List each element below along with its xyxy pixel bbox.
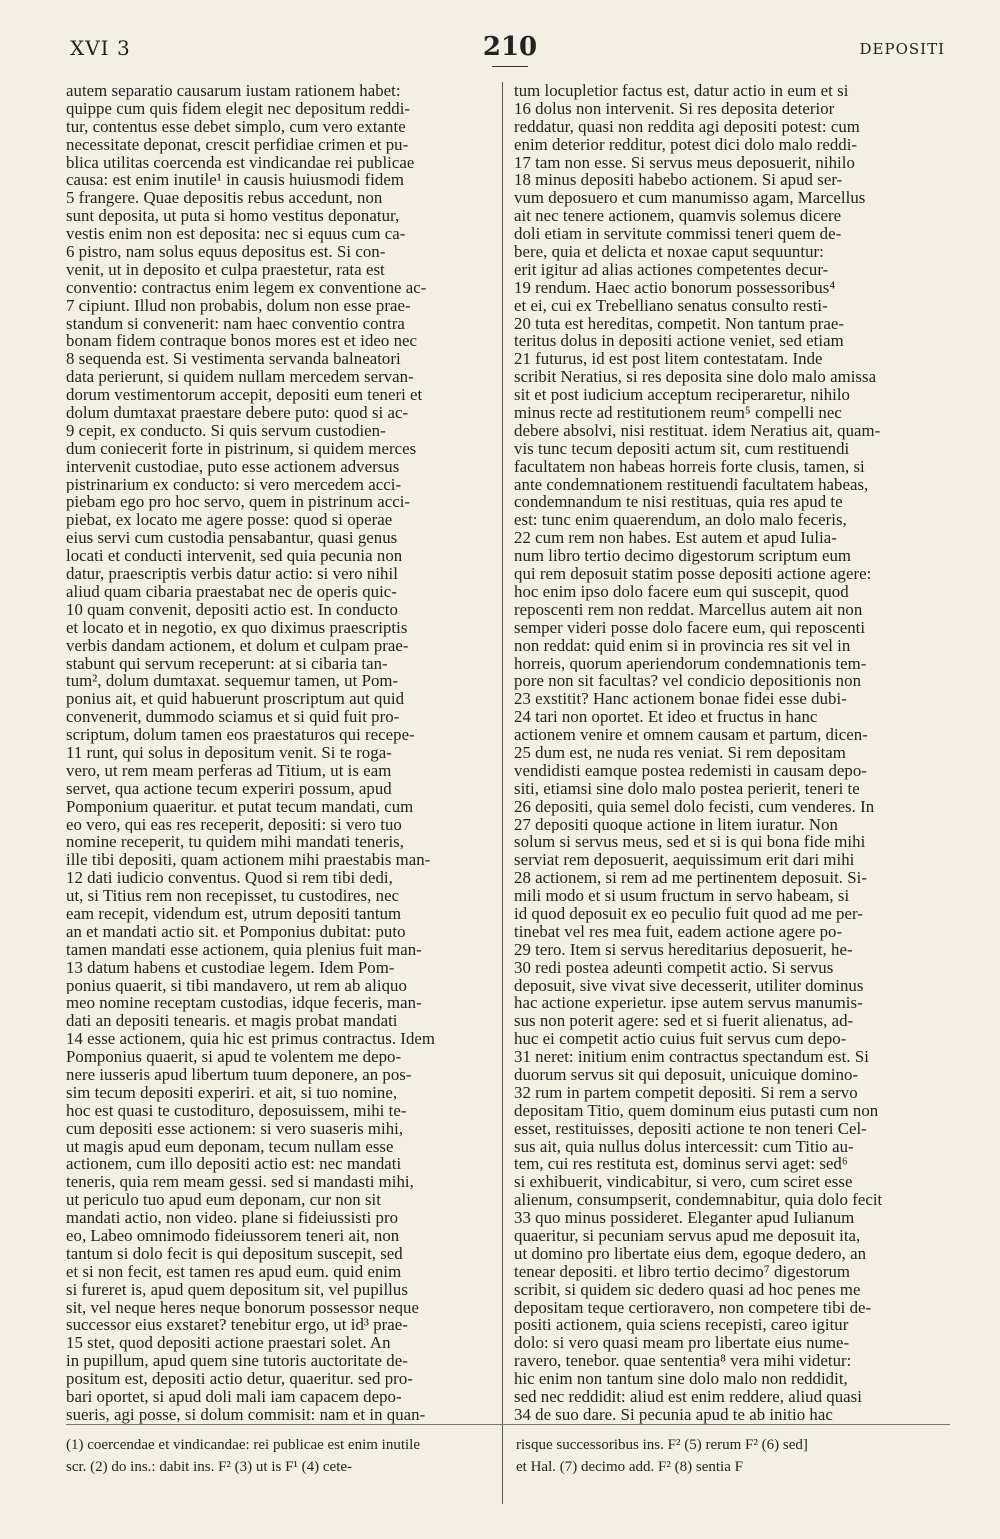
text-line: 9 cepit, ex conducto. Si quis servum custodien- — [66, 421, 386, 440]
text-line: 32 rum in partem competit depositi. Si rem a servo — [514, 1083, 858, 1102]
column-divider — [502, 82, 503, 1472]
text-line: tamen mandati esse actionem, quia plenius fuit man- — [66, 940, 422, 959]
text-line: venit, ut in deposito et culpa praestetur, rata est — [66, 260, 385, 279]
text-line: tum², dolum dumtaxat. sequemur tamen, ut Pom- — [66, 672, 399, 691]
footnote-divider — [502, 1438, 503, 1504]
text-line: ut, si Titius rem non recepisset, tu custodires, nec — [66, 887, 400, 905]
text-line: num libro tertio decimo digestorum scriptum eum — [514, 547, 851, 566]
text-line: cum depositi esse actionem: si vero suaseris mihi, — [66, 1119, 404, 1138]
text-line: ut domino pro libertate eius dem, egoque dedero, an — [514, 1244, 867, 1263]
text-line: 15 stet, quod depositi actione praestari solet. An — [66, 1334, 391, 1353]
text-line: 31 neret: initium enim contractus spectandum est. Si — [514, 1048, 869, 1066]
text-line: meo nomine receptam custodias, idque feceris, man- — [66, 994, 422, 1013]
text-line: vero, ut rem meam perferas ad Titium, ut is eam — [66, 761, 392, 780]
text-line: datur, praescriptis verbis datur actio: si vero nihil — [66, 565, 398, 583]
text-line: dorum vestimentorum accepit, depositi eum teneri et — [66, 386, 423, 405]
text-line: sim tecum depositi experiri. et ait, si tuo nomine, — [66, 1083, 398, 1102]
text-line: conventio: contractus enim legem ex conventione ac- — [66, 278, 427, 297]
text-line: in pupillum, apud quem sine tutoris auctoritate de- — [66, 1352, 408, 1371]
text-line: hic enim non tantum sine dolo malo non reddidit, — [514, 1370, 848, 1389]
text-line: vum deposuero et cum manumisso agam, Marcellus — [514, 189, 866, 208]
footnote-rule — [66, 1424, 950, 1425]
text-line: sus ait, quia nullus dolus intercessit: cum Titio au- — [514, 1137, 854, 1156]
text-line: dum coniecerit forte in pistrinum, si quidem merces — [66, 439, 417, 458]
text-line: positi actionem, quia sciens recepisti, careo igitur — [514, 1316, 849, 1335]
text-line: 16 dolus non intervenit. Si res deposita deterior — [514, 99, 835, 118]
text-line: 6 pistro, nam solus equus depositus est. Si con- — [66, 243, 386, 261]
text-line: ravero, tenebor. quae sententia⁸ vera mihi videtur: — [514, 1352, 852, 1371]
text-line: 11 runt, qui solus in depositum venit. Si te roga- — [66, 743, 392, 762]
text-line: 17 tam non esse. Si servus meus deposuerit, nihilo — [514, 153, 855, 172]
text-line: tem, cui res restituta est, dominus servi aget: sed⁶ — [514, 1155, 848, 1174]
text-line: Pomponium quaeritur. et putat tecum mandati, cum — [66, 797, 414, 816]
text-line: 28 actionem, si rem ad me pertinentem deposuit. Si- — [514, 869, 868, 888]
text-line: locati et conducti intervenit, sed quia pecunia non — [66, 547, 403, 566]
text-line: 8 sequenda est. Si vestimenta servanda balneatori — [66, 350, 401, 369]
text-line: bari oportet, si apud doli mali iam capacem depo- — [66, 1388, 402, 1406]
text-line: data perierunt, si quidem nullam mercedem servan- — [66, 368, 414, 387]
text-line: 20 tuta est hereditas, competit. Non tantum prae- — [514, 314, 845, 333]
text-line: 22 cum rem non habes. Est autem et apud Iulia- — [514, 529, 837, 548]
text-line: sed nec reddidit: aliud est enim reddere, aliud quasi — [514, 1388, 862, 1406]
text-line: 10 quam convenit, depositi actio est. In conducto — [66, 600, 398, 619]
text-line: 14 esse actionem, quia hic est primus contractus. Idem — [66, 1030, 435, 1049]
text-line: debere absolvi, nisi restituat. idem Neratius ait, quam- — [514, 421, 881, 440]
text-line: depositam Titio, quem dominum eius putasti cum non — [514, 1101, 879, 1120]
text-line: causa: est enim inutile¹ in causis huiusmodi fidem — [66, 171, 404, 190]
footnote-line: risque successoribus ins. F² (5) rerum F² (6) sed] — [516, 1437, 808, 1453]
text-line: tinebat vel res mea fuit, eadem actione agere po- — [514, 922, 843, 941]
text-line: hac actione experietur. ipse autem servus manumis- — [514, 994, 863, 1013]
text-line: 29 tero. Item si servus hereditarius deposuerit, he- — [514, 940, 853, 959]
text-line: 27 depositi quoque actione in litem iuratur. Non — [514, 815, 838, 834]
text-line: teneris, quia rem meam gessi. sed si mandasti mihi, — [66, 1173, 414, 1192]
text-line: ponius quaerit, si tibi mandavero, ut rem ab aliquo — [66, 976, 407, 995]
text-line: duorum servus sit qui deposuit, unicuique domino- — [514, 1065, 859, 1084]
text-line: quippe cum quis fidem elegit nec depositum reddi- — [66, 99, 411, 118]
footnotes-right — [516, 1434, 956, 1478]
text-line: 34 de suo dare. Si pecunia apud te ab initio hac — [514, 1405, 833, 1424]
footnote-line: scr. (2) do ins.: dabit ins. F² (3) ut is F¹ (4) cete- — [66, 1459, 353, 1475]
text-line: tantum si dolo fecit is qui depositum suscepit, sed — [66, 1244, 403, 1263]
text-line: tum locupletior factus est, datur actio in eum et si — [514, 82, 849, 100]
text-line: blica utilitas coercenda est vindicandae rei publicae — [66, 153, 415, 172]
text-line: ut magis apud eum deponam, tecum nullam esse — [66, 1137, 394, 1156]
text-line: eius servi cum custodia pensabantur, quasi genus — [66, 529, 398, 548]
text-line: serviat rem deposuerit, aequissimum erit dari mihi — [514, 851, 855, 870]
text-line: servet, qua actione tecum experiri possum, apud — [66, 779, 392, 798]
text-line: ante condemnationem restituendi facultatem habeas, — [514, 475, 869, 494]
text-line: teritus dolus in depositi actione veniet, sed etiam — [514, 332, 844, 351]
text-line: sit, vel neque heres neque bonorum possessor neque — [66, 1298, 419, 1317]
text-line: est: tunc enim quaerendum, an dolo malo feceris, — [514, 511, 847, 530]
page-number: 210 — [482, 32, 538, 62]
text-line: huc ei competit actio cuius fuit servus cum depo- — [514, 1030, 847, 1049]
text-line: necessitate deponat, crescit perfidiae crimen et pu- — [66, 135, 409, 154]
text-line: Pomponius quaerit, si apud te volentem me depo- — [66, 1048, 402, 1066]
text-line: successor eius exstaret? tenebitur ergo, ut id³ prae- — [66, 1316, 408, 1335]
text-line: condemnandum te nisi restituas, quia res apud te — [514, 493, 843, 512]
text-line: positum est, depositi actio detur, quaeritur. sed pro- — [66, 1370, 413, 1389]
text-line: enim deterior redditur, potest dici dolo malo reddi- — [514, 135, 858, 154]
text-line: intervenit custodiae, puto esse actionem adversus — [66, 457, 400, 476]
text-line: vestis enim non est deposita: nec si equus cum ca- — [66, 225, 406, 244]
text-line: dolo: si vero quasi meam pro libertate eius nume- — [514, 1334, 850, 1353]
text-line: piebat, ex locato me agere posse: quod si operae — [66, 511, 393, 530]
text-line: ponius ait, et quid habuerunt proscriptum aut quid — [66, 690, 405, 709]
text-line: ut periculo tuo apud eum deponam, cur non sit — [66, 1191, 381, 1210]
header-section-ref: XVI 3 — [70, 36, 131, 60]
text-line: standum si convenerit: nam haec conventio contra — [66, 314, 405, 333]
text-line: nomine receperit, tu quidem mihi mandati teneris, — [66, 833, 404, 852]
text-line: erit igitur ad alias actiones competentes decur- — [514, 260, 829, 279]
text-line: aliud quam cibaria praestabat nec de operis quic- — [66, 582, 397, 601]
text-line: solum si servus meus, sed et si is qui bona fide mihi — [514, 833, 866, 852]
header-rule — [492, 66, 528, 67]
text-line: dati an depositi tenearis. et magis probat mandati — [66, 1012, 398, 1031]
text-line: reposcenti rem non reddat. Marcellus autem ait non — [514, 600, 863, 619]
text-line: quaeritur, si pecuniam servus apud me deposuit ita, — [514, 1227, 861, 1245]
text-line: et ei, cui ex Trebelliano senatus consulto resti- — [514, 296, 828, 315]
footnotes — [66, 1434, 950, 1514]
text-line: sunt deposita, ut puta si homo vestitus deponatur, — [66, 207, 400, 226]
left-column — [66, 82, 492, 1424]
text-line: 25 dum est, ne nuda res veniat. Si rem depositam — [514, 743, 846, 762]
text-line: alienum, consumpserit, condemnabitur, quia dolo fecit — [514, 1191, 883, 1210]
text-line: et si non fecit, est tamen res apud eum. quid enim — [66, 1262, 402, 1281]
text-line: mandati actio, non video. plane si fideiussisti pro — [66, 1209, 399, 1227]
text-line: autem separatio causarum iustam rationem habet: — [66, 82, 401, 100]
text-line: eo vero, qui eas res receperit, depositi: si vero tuo — [66, 815, 402, 834]
text-line: non reddat: quid enim si in provincia res sit vel in — [514, 636, 851, 655]
text-line: qui rem deposuit statim posse depositi actione agere: — [514, 565, 872, 583]
footnote-line: et Hal. (7) decimo add. F² (8) sentia F — [516, 1459, 743, 1475]
text-line: vis tunc tecum depositi actum sit, cum restituendi — [514, 439, 850, 458]
text-line: tur, contentus esse debet simplo, cum vero extante — [66, 117, 406, 136]
footnote-line: (1) coercendae et vindicandae: rei publicae est enim inutile — [66, 1437, 421, 1453]
page-header — [0, 0, 1000, 70]
text-line: 21 futurus, id est post litem contestatam. Inde — [514, 350, 823, 369]
text-line: reddatur, quasi non reddita agi depositi potest: cum — [514, 117, 860, 136]
text-line: si exhibuerit, vindicabitur, si vero, cum sciret esse — [514, 1173, 853, 1192]
text-line: 7 cipiunt. Illud non probabis, dolum non esse prae- — [66, 296, 411, 315]
text-line: id quod deposuit ex eo peculio fuit quod ad me per- — [514, 904, 863, 923]
text-line: si fureret is, apud quem depositum sit, vel pupillus — [66, 1280, 408, 1299]
text-line: 18 minus depositi habebo actionem. Si apud ser- — [514, 171, 843, 190]
footnotes-left — [66, 1434, 496, 1478]
text-line: facultatem non habeas horreis forte clusis, tamen, si — [514, 457, 865, 476]
text-line: siti, etiamsi sine dolo malo postea perierit, teneri te — [514, 779, 860, 798]
text-line: tenear depositi. et libro tertio decimo⁷ digestorum — [514, 1262, 851, 1281]
text-line: scribit, si quidem sic dedero quasi ad hoc penes me — [514, 1280, 861, 1299]
text-line: eo, Labeo omnimodo fideiussorem teneri ait, non — [66, 1227, 400, 1245]
text-line: 33 quo minus possideret. Eleganter apud Iulianum — [514, 1209, 855, 1227]
text-line: sit et post iudicium acceptum reciperaretur, nihilo — [514, 386, 850, 405]
text-line: dolum dumtaxat praestare debere puto: quod si ac- — [66, 404, 409, 422]
text-line: pistrinarium ex conducto: si vero mercedem acci- — [66, 475, 402, 494]
text-line: 23 exstitit? Hanc actionem bonae fidei esse dubi- — [514, 690, 847, 709]
text-line: deposuit, sive vivat sive decesserit, utiliter dominus — [514, 976, 864, 995]
text-line: actionem venire et omnem causam et partum, dicen- — [514, 726, 868, 744]
text-line: doli etiam in servitute commissi teneri quem de- — [514, 225, 842, 244]
text-line: sus non poterit agere: sed et si fuerit alienatus, ad- — [514, 1012, 854, 1031]
text-line: stabunt qui servum receperunt: at si cibaria tan- — [66, 654, 388, 673]
text-line: hoc enim ipso dolo facere eum qui suscepit, quod — [514, 582, 849, 601]
text-line: 5 frangere. Quae depositis rebus accedunt, non — [66, 189, 383, 208]
text-line: nere iusseris apud libertum tuum deponere, an pos- — [66, 1065, 412, 1084]
text-line: sueris, agi posse, si dolum commisit: nam et in quan- — [66, 1405, 426, 1424]
text-line: an et mandati actio sit. et Pomponius dubitat: puto — [66, 922, 406, 941]
text-line: bere, quia et delicta et noxae caput sequuntur: — [514, 243, 824, 261]
text-line: et locato et in negotio, ex quo diximus praescriptis — [66, 618, 408, 637]
text-line: 13 datum habens et custodiae legem. Idem Pom- — [66, 958, 395, 977]
text-line: 26 depositi, quia semel dolo fecisti, cum venderes. In — [514, 797, 875, 816]
text-line: depositam teque certioravero, non competere tibi de- — [514, 1298, 872, 1317]
text-line: 19 rendum. Haec actio bonorum possessoribus⁴ — [514, 278, 836, 297]
text-line: convenerit, dummodo sciamus et si quid fuit pro- — [66, 708, 400, 727]
text-line: vendidisti eamque postea redemisti in causam depo- — [514, 761, 867, 780]
text-line: horreis, quorum aperiendorum condemnationis tem- — [514, 654, 867, 673]
text-line: scriptum, dolum tamen eos praestaturos qui recepe- — [66, 726, 415, 744]
right-column — [514, 82, 948, 1424]
text-line: piebam ego pro hoc servo, quem in pistrinum acci- — [66, 493, 411, 512]
text-line: ait nec tenere actionem, quamvis solemus dicere — [514, 207, 842, 226]
text-line: hoc est quasi te custodituro, deposuissem, mihi te- — [66, 1101, 407, 1120]
text-line: scribit Neratius, si res deposita sine dolo malo amissa — [514, 368, 877, 387]
text-line: bonam fidem contraque bonos mores est et ideo nec — [66, 332, 418, 351]
header-title: DEPOSITI — [859, 40, 945, 58]
text-line: 30 redi postea adeunti competit actio. Si servus — [514, 958, 834, 977]
text-line: esset, restituisses, depositi actione te non teneri Cel- — [514, 1119, 867, 1138]
text-line: 12 dati iudicio conventus. Quod si rem tibi dedi, — [66, 869, 393, 888]
text-line: ille tibi depositi, quam actionem mihi praestabis man- — [66, 851, 431, 870]
text-line: semper videri posse dolo facere eum, qui reposcenti — [514, 618, 866, 637]
text-line: minus recte ad restitutionem reum⁵ compelli nec — [514, 404, 842, 422]
text-line: actionem, cum illo depositi actio est: nec mandati — [66, 1155, 402, 1174]
text-line: mili modo et si usum fructum in servo habeam, si — [514, 887, 850, 905]
text-line: verbis dandam actionem, et dolum et culpam prae- — [66, 636, 409, 655]
text-line: pore non sit facultas? vel condicio depositionis non — [514, 672, 862, 691]
text-line: 24 tari non oportet. Et ideo et fructus in hanc — [514, 708, 818, 727]
text-line: eam recepit, videndum est, utrum depositi tantum — [66, 904, 402, 923]
